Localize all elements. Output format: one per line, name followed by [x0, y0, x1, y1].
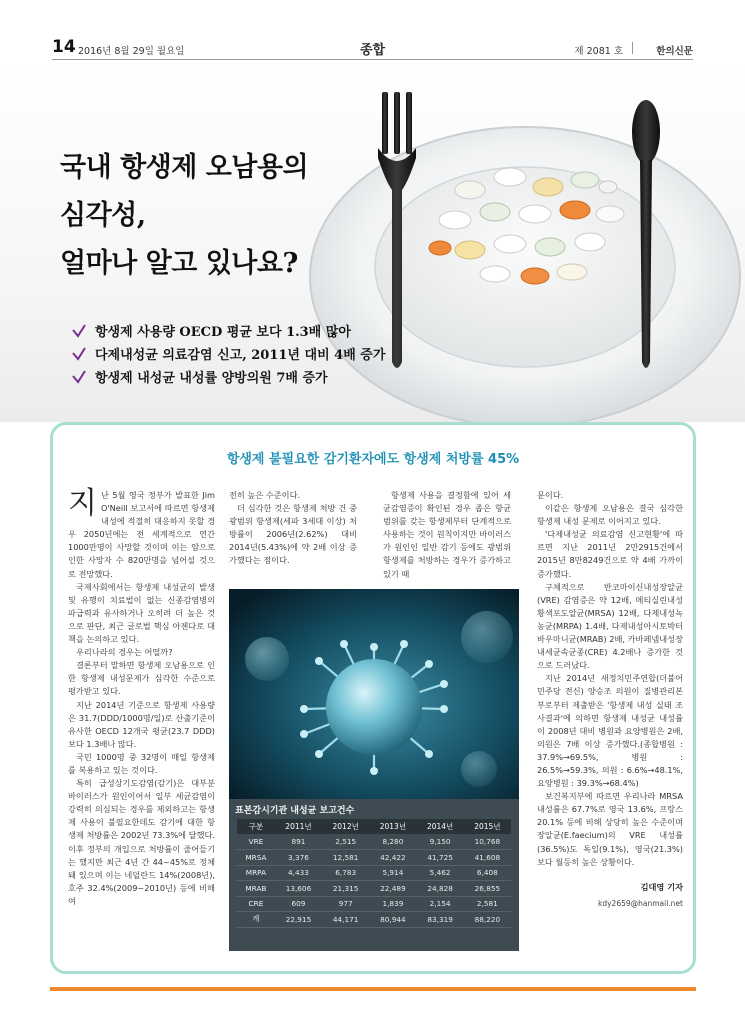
table-row — [237, 834, 511, 850]
table-cell: 83,319 — [417, 912, 464, 928]
table-cell: 5,914 — [369, 865, 416, 881]
masthead-divider — [632, 42, 633, 54]
table-header: 2014년 — [417, 819, 464, 834]
newspaper-name: 한의신문 — [656, 46, 693, 57]
article-paragraph: 항생제 사용을 결정함에 있어 세균감염증이 확인된 경우 좁은 항균범위를 갖는 항생제부터 단계적으로 사용하는 것이 원칙이지만 바이러스가 원인인 일반 감기 등에도 광범위 항생제를 처방하는 경우가 증가하고 있기 때 — [383, 490, 511, 579]
headline-line-2: 심각성, — [60, 200, 146, 231]
table-cell: 1,839 — [369, 896, 416, 912]
article-paragraph: 우리나라의 경우는 어떨까? — [76, 647, 173, 658]
table-cell: 41,608 — [464, 850, 511, 866]
table-cell: 9,150 — [417, 834, 464, 850]
table-cell: 21,315 — [322, 881, 369, 897]
table-cell: 891 — [275, 834, 322, 850]
article-column-2 — [229, 489, 357, 568]
table-cell: 41,725 — [417, 850, 464, 866]
table-total-row — [237, 912, 511, 928]
article-paragraph: 이같은 항생제 오남용은 결국 심각한 항생제 내성 문제로 이어지고 있다. — [537, 503, 683, 527]
table-header-row — [237, 819, 511, 834]
data-table — [237, 819, 511, 928]
key-point — [72, 342, 385, 365]
checkmark-icon — [72, 370, 86, 384]
article-box — [50, 422, 696, 974]
article-paragraph: 전히 높은 수준이다. — [229, 490, 301, 500]
section-title: 종합 — [359, 43, 386, 58]
table-cell: 3,376 — [275, 850, 322, 866]
resistant-bacteria-table — [229, 799, 519, 951]
headline-line-1: 국내 항생제 오남용의 — [60, 152, 309, 183]
table-row — [237, 865, 511, 881]
key-point — [72, 319, 385, 342]
table-header: 2015년 — [464, 819, 511, 834]
table-cell: 977 — [322, 896, 369, 912]
headline — [60, 144, 308, 288]
table-cell: 26,855 — [464, 881, 511, 897]
table-title: 표본감시기관 내성균 보고건수 — [235, 806, 355, 816]
table-cell: 24,828 — [417, 881, 464, 897]
table-cell: MRSA — [237, 850, 275, 866]
table-cell: 2,581 — [464, 896, 511, 912]
byline: 김대영 기자 — [640, 881, 683, 892]
virus-illustration — [229, 589, 519, 799]
article-paragraph: 보건복지부에 따르면 우리나라 MRSA 내성률은 67.7%로 영국 13.6%, 프랑스 20.1% 등에 비해 상당히 높은 수준이며 장알균(E.faecium)의 VRE 내성률(36.5%)도 독일(9.1%), 영국(21.3%) 보다 월등히 높은 상황이다. — [537, 791, 683, 867]
article-paragraph: 지난 2014년 기준으로 항생제 사용량은 31.7(DDD/1000명/일)로 산출기준이 유사한 OECD 12개국 평균(23.7 DDD) 보다 1.3배나 많다. — [68, 699, 215, 749]
article-paragraph: 지난 2014년 새정치민주연합(더불어민주당 전신) 양승조 의원이 질병관리본부로부터 제출받은 '항생제 내성 실태 조사결과'에 의하면 항생제 내성균 내성률이 2008년 대비 병원과 요양병원은 2배, 의원은 7배 이상 증가했다.(종합병원 : 37.9%→69.5%, 병원 : 26.5%→59.3%, 의원 : 6.6%→48.1%, 요양병원 : 39.3%→68.4%) — [537, 673, 683, 789]
table-cell: 4,433 — [275, 865, 322, 881]
table-cell: 2,154 — [417, 896, 464, 912]
article-column-3 — [383, 489, 511, 581]
checkmark-icon — [72, 347, 86, 361]
table-cell: 44,171 — [322, 912, 369, 928]
key-point-text: 항생제 사용량 OECD 평균 보다 1.3배 많아 — [95, 325, 351, 340]
masthead — [52, 36, 693, 60]
table-cell: 2,515 — [322, 834, 369, 850]
article-paragraph: 구체적으로 반코마이신내성장알균(VRE) 감염증은 약 12배, 메티실린내성황색포도알균(MRSA) 12배, 다제내성녹농균(MRPA) 1.4배, 다제내성아시토박터바우마니균(MRAB) 2배, 카바페넴내성장내세균속균종(CRE) 4.2배나 증가한 것으로 드러났다. — [537, 581, 683, 671]
table-header: 2013년 — [369, 819, 416, 834]
article-paragraph: 더 심각한 것은 항생제 처방 건 중 광범위 항생제(세파 3세대 이상) 처방률이 2006년(2.62%) 대비 2014년(5.43%)에 약 2배 이상 증가했다는 점이다. — [229, 503, 357, 566]
table-cell: 42,422 — [369, 850, 416, 866]
issue-date: 2016년 8월 29일 월요일 — [78, 46, 185, 57]
article-paragraph: 지난 5월 영국 정부가 발표한 Jim O'Neill 보고서에 따르면 항생제 내성에 적절히 대응하지 못할 경우 2050년에는 전 세계적으로 연간 1000만명이 사망할 것이며 이는 암으로 인한 사망자 수 820만명을 넘어설 것으로 전망했다. — [68, 486, 215, 579]
table-cell: 22,915 — [275, 912, 322, 928]
page-number: 14 — [52, 37, 76, 57]
table-row — [237, 850, 511, 866]
key-points-list — [72, 319, 385, 388]
drop-cap: 지 — [68, 486, 97, 521]
hero-section — [0, 62, 745, 422]
table-cell: 계 — [237, 912, 275, 928]
table-row — [237, 896, 511, 912]
table-cell: 10,768 — [464, 834, 511, 850]
article-paragraph: 국제사회에서는 항생제 내성균의 발생 및 유행이 치료법이 없는 신종감염병의 파급력과 유사하거나 오히려 더 높은 것으로 판단, 최근 글로벌 핵심 아젠다로 대책을 논의하고 있다. — [68, 581, 215, 645]
table-cell: MRPA — [237, 865, 275, 881]
article-paragraph: 결론부터 말하면 항생제 오남용으로 인한 항생제 내성문제가 심각한 수준으로 평가받고 있다. — [68, 660, 215, 697]
article-subhead: 항생제 불필요한 감기환자에도 항생제 처방률 45% — [226, 452, 520, 467]
key-point — [72, 365, 385, 388]
article-column-4 — [537, 489, 683, 910]
table-cell: CRE — [237, 896, 275, 912]
table-cell: MRAB — [237, 881, 275, 897]
article-paragraph: 문이다. — [537, 490, 564, 500]
table-cell: 6,783 — [322, 865, 369, 881]
table-cell: VRE — [237, 834, 275, 850]
headline-line-3: 얼마나 알고 있나요? — [60, 248, 298, 279]
table-cell: 5,462 — [417, 865, 464, 881]
table-cell: 13,606 — [275, 881, 322, 897]
article-paragraph: '다제내성균 의료감염 신고현황'에 따르면 지난 2011년 2만2915건에서 2015년 8만8249건으로 약 4배 가까이 증가했다. — [537, 529, 683, 579]
table-row — [237, 881, 511, 897]
table-cell: 609 — [275, 896, 322, 912]
table-cell: 12,581 — [322, 850, 369, 866]
table-cell: 80,944 — [369, 912, 416, 928]
issue-number: 제 2081 호 — [574, 46, 623, 57]
article-column-1 — [68, 486, 215, 908]
table-header: 구분 — [237, 819, 275, 834]
footer-accent-rule — [50, 987, 696, 991]
table-cell: 8,280 — [369, 834, 416, 850]
key-point-text: 다제내성균 의료감염 신고, 2011년 대비 4배 증가 — [95, 348, 386, 363]
table-cell: 88,220 — [464, 912, 511, 928]
article-paragraph: 국민 1000명 중 32명이 매일 항생제를 복용하고 있는 것이다. — [68, 751, 215, 775]
reporter-email[interactable]: kdy2659@hanmail.net — [598, 898, 683, 908]
table-cell: 22,489 — [369, 881, 416, 897]
key-point-text: 항생제 내성균 내성률 양방의원 7배 증가 — [95, 371, 328, 386]
table-header: 2012년 — [322, 819, 369, 834]
table-header: 2011년 — [275, 819, 322, 834]
checkmark-icon — [72, 324, 86, 338]
table-cell: 6,408 — [464, 865, 511, 881]
article-paragraph: 특히 급성상기도감염(감기)은 대부분 바이러스가 원인이어서 일부 세균감염이 강력히 의심되는 경우를 제외하고는 항생제 사용이 불필요한데도 감기에 대한 항생제 처방률은 2002년 73.3%에 달했다. 이후 정부의 개입으로 처방률이 줄어들기는 했지만 최근 4년 간 44~45%로 정체돼 있으며 이는 네덜란드 14%(2008년), 호주 32.4%(2009~2010년) 등에 비해 여 — [68, 778, 215, 906]
